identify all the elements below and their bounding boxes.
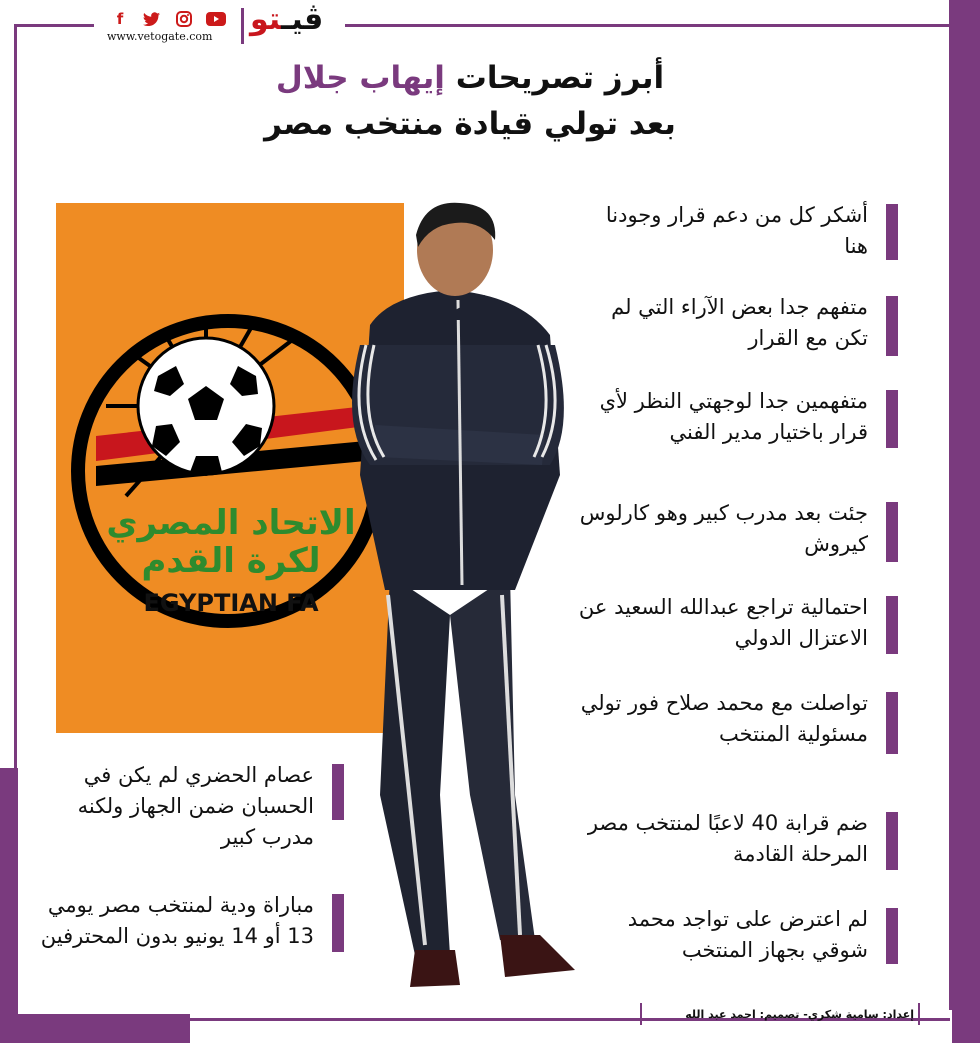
frame-top-line-right [345,24,950,27]
bottom-accent-bar [0,1014,190,1043]
statement-marker [886,812,898,870]
statement-6: تواصلت مع محمد صلاح فور تولي مسئولية المنتخب [578,688,868,750]
header-divider [241,8,244,44]
statement-8: لم اعترض على تواجد محمد شوقي بجهاز المنتخب [578,904,868,966]
statement-marker [886,596,898,654]
frame-right-line [949,0,952,1010]
statement-4: جئت بعد مدرب كبير وهو كارلوس كيروش [578,498,868,560]
title-line-1: أبرز تصريحات إيهاب جلال [275,60,665,96]
title-line-2: بعد تولي قيادة منتخب مصر [264,106,676,142]
social-links [109,10,227,28]
left-accent-block [0,768,18,1014]
statement-marker [332,764,344,820]
statement-1: أشكر كل من دعم قرار وجودنا هنا [578,200,868,262]
facebook-icon[interactable]: f [116,10,124,28]
statement-5: احتمالية تراجع عبدالله السعيد عن الاعتزال الدولي [578,592,868,654]
frame-top-line-left [14,24,94,27]
statement-marker [332,894,344,952]
youtube-icon[interactable] [205,10,227,28]
infographic-title [220,55,720,147]
credits: إعداد: سامية شكري- تصميم: احمد عبد الله [685,1008,914,1021]
frame-left-line [14,24,17,769]
right-accent-block [952,0,980,1043]
statement-2: متفهم جدا بعض الآراء التي لم تكن مع القرار [578,292,868,354]
statement-marker [886,390,898,448]
statement-9: عصام الحضري لم يكن في الحسبان ضمن الجهاز ولكنه مدرب كبير [34,760,314,853]
crest-english: EGYPTIAN FA [143,589,319,617]
statement-marker [886,296,898,356]
instagram-icon[interactable] [173,10,195,28]
crest-arabic-line-1: الاتحاد المصري [106,503,356,543]
statement-3: متفهمين جدا لوجهتي النظر لأي قرار باختيار مدير الفني [578,386,868,448]
twitter-icon[interactable] [141,10,163,28]
statement-marker [886,204,898,260]
statement-marker [886,502,898,562]
coach-name-highlight: إيهاب جلال [275,60,445,96]
statement-marker [886,692,898,754]
site-header [95,2,345,46]
vetogate-logo: ڤيـتو [250,2,324,37]
credit-tick-right [918,1003,920,1025]
statement-marker [886,908,898,964]
coach-photo [330,195,590,995]
statement-7: ضم قرابة 40 لاعبًا لمنتخب مصر المرحلة القادمة [578,808,868,870]
crest-arabic-line-2: لكرة القدم [141,541,321,581]
statement-10: مباراة ودية لمنتخب مصر يومي 13 أو 14 يونيو بدون المحترفين [34,890,314,952]
credit-tick-left [640,1003,642,1025]
site-url[interactable]: www.vetogate.com [107,30,213,43]
